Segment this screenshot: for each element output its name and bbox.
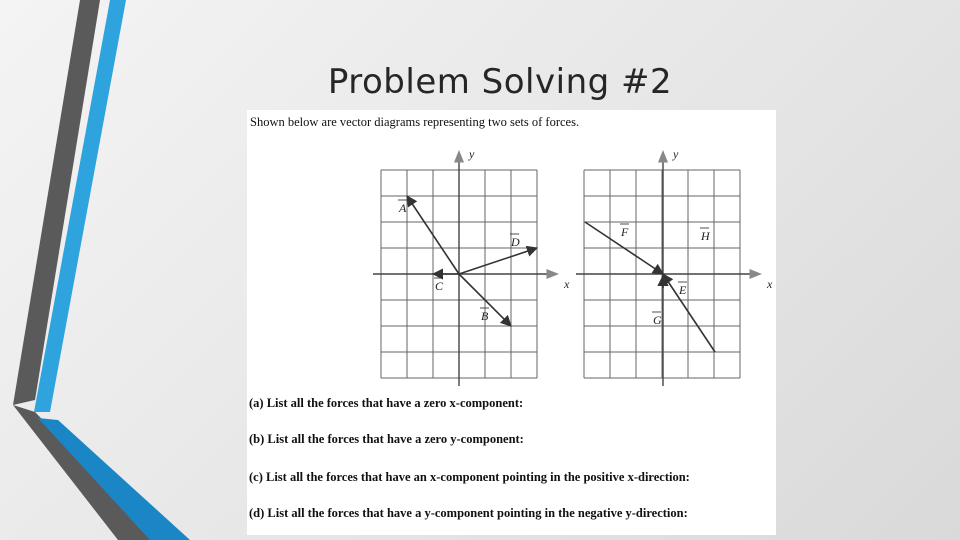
y-axis-label: y <box>673 147 679 161</box>
slide-title: Problem Solving #2 <box>327 62 673 102</box>
vector-d <box>459 248 537 274</box>
question-a: (a) List all the forces that have a zero x-component: <box>249 396 524 410</box>
vector-label-c: C <box>435 279 444 293</box>
vector-label-a: A <box>399 201 407 215</box>
question-b: (b) List all the forces that have a zero y-component: <box>249 432 524 446</box>
right-diagram-grid <box>576 147 773 386</box>
question-c: (c) List all the forces that have an x-component pointing in the positive x-direction: <box>249 470 690 484</box>
worksheet-intro: Shown below are vector diagrams representing two sets of forces. <box>250 115 580 129</box>
right-diagram-vectors <box>585 222 715 352</box>
x-axis-label: x <box>564 277 570 291</box>
vector-label-d: D <box>511 235 520 249</box>
y-axis-label: y <box>469 147 475 161</box>
vector-label-b: B <box>481 309 489 323</box>
vector-label-f: F <box>621 225 629 239</box>
vector-label-g: G <box>653 313 662 327</box>
worksheet-image <box>247 110 776 535</box>
vector-h <box>663 274 715 352</box>
vector-label-e: E <box>679 283 687 297</box>
x-axis-label: x <box>767 277 773 291</box>
vector-diagrams <box>247 110 776 400</box>
left-diagram-grid <box>373 147 570 386</box>
left-diagram-vectors <box>398 196 537 326</box>
vector-label-h: H <box>701 229 710 243</box>
question-d: (d) List all the forces that have a y-component pointing in the negative y-direction: <box>249 506 688 520</box>
